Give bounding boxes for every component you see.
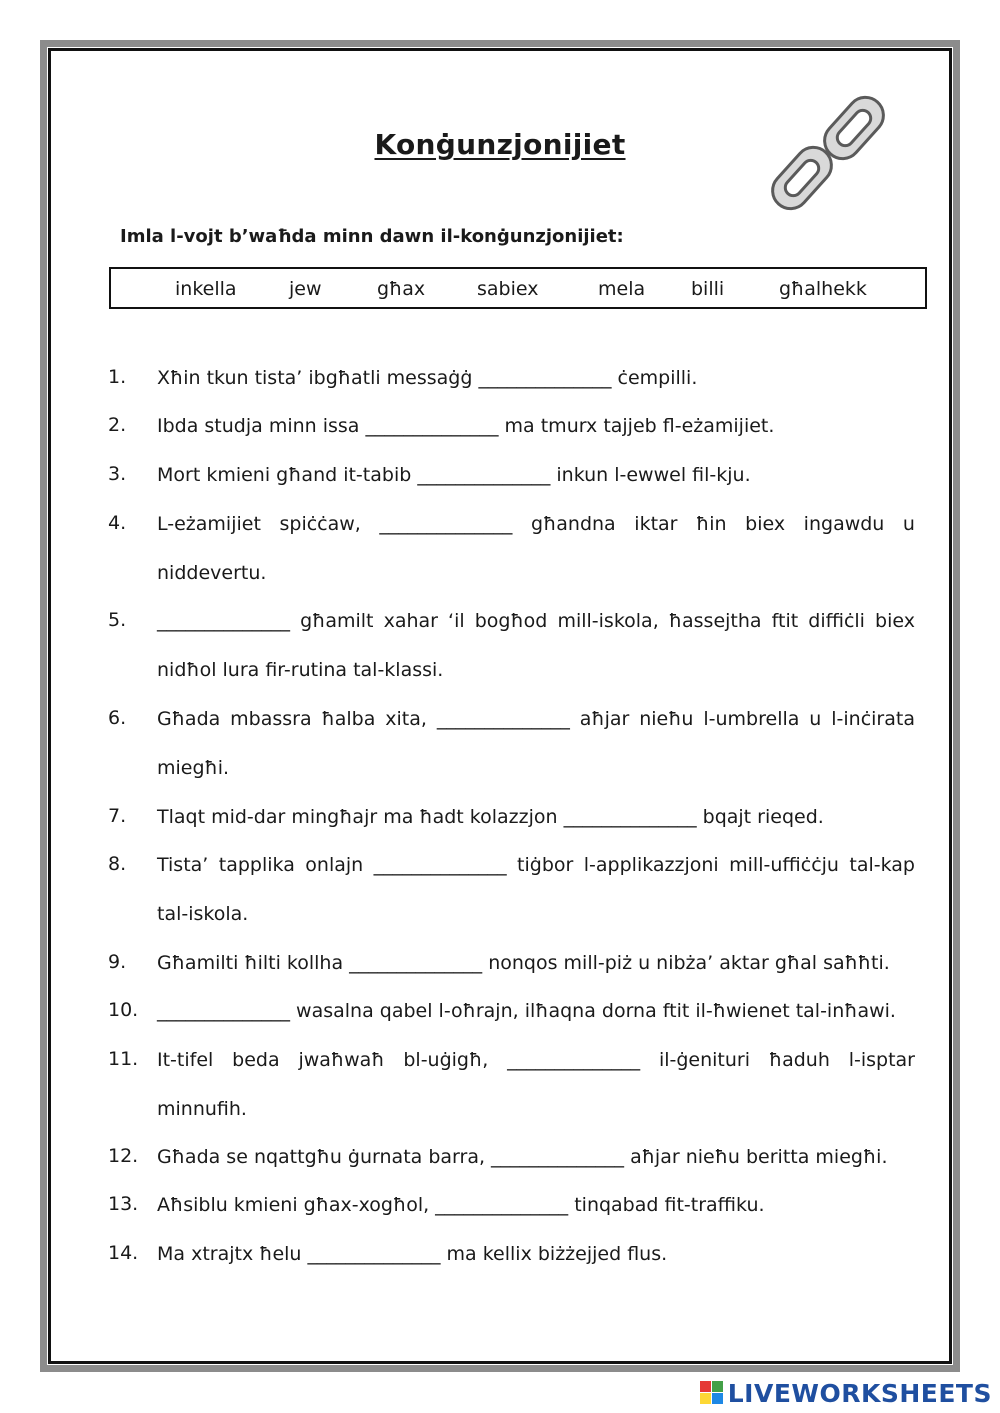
question-number: 12. [108, 1145, 139, 1167]
answer-blank[interactable]: ______________ [563, 806, 697, 828]
answer-blank[interactable]: ______________ [349, 952, 483, 974]
worksheet-title: Konġunzjonijiet [374, 128, 626, 161]
question-text: Ma xtrajtx ħelu ______________ ma kellix biżżejjed flus. [157, 1230, 915, 1279]
answer-blank[interactable]: ______________ [157, 1000, 290, 1022]
instruction-text: Imla l-vojt b’waħda minn dawn il-konġunzjonijiet: [120, 226, 624, 247]
answer-blank[interactable]: ______________ [436, 708, 570, 730]
chain-link-icon [762, 88, 894, 218]
question-text: Ibda studja minn issa ______________ ma tmurx tajjeb fl-eżamijiet. [157, 402, 915, 451]
answer-blank[interactable]: ______________ [491, 1146, 625, 1168]
answer-blank[interactable]: ______________ [379, 513, 513, 535]
question-text: Għada se nqattgħu ġurnata barra, ______________ aħjar nieħu beritta miegħi. [157, 1133, 915, 1182]
question-text: Għamilti ħilti kollha ______________ nonqos mill-piż u nibża’ aktar għal saħħti. [157, 939, 915, 988]
question-number: 13. [108, 1193, 139, 1215]
question-number: 8. [108, 853, 127, 875]
question-text: Tista’ tapplika onlajn ______________ tiġbor l-applikazzjoni mill-uffiċċju tal-kap tal-iskola. [157, 841, 915, 939]
question-text: Xħin tkun tista’ ibgħatli messaġġ ______________ ċempilli. [157, 354, 915, 403]
question-text: It-tifel beda jwaħwaħ bl-uġigħ, ______________ il-ġenituri ħaduh l-isptar minnufih. [157, 1036, 915, 1134]
question-number: 2. [108, 414, 127, 436]
answer-blank[interactable]: ______________ [373, 854, 507, 876]
answer-blank[interactable]: ______________ [417, 464, 551, 486]
question-text: Aħsiblu kmieni għax-xogħol, ______________ tinqabad fit-traffiku. [157, 1181, 915, 1230]
answer-blank[interactable]: ______________ [365, 415, 499, 437]
word-bank-item: jew [289, 278, 322, 300]
question-number: 9. [108, 951, 127, 973]
question-number: 6. [108, 707, 127, 729]
question-text: Għada mbassra ħalba xita, ______________ aħjar nieħu l-umbrella u l-inċirata miegħi. [157, 695, 915, 793]
question-number: 7. [108, 805, 127, 827]
question-text: Tlaqt mid-dar mingħajr ma ħadt kolazzjon ______________ bqajt rieqed. [157, 793, 915, 842]
word-bank-item: inkella [175, 278, 237, 300]
word-bank-item: għalhekk [779, 278, 867, 300]
word-bank-item: għax [377, 278, 426, 300]
question-number: 4. [108, 512, 127, 534]
question-text: Mort kmieni għand it-tabib ______________ inkun l-ewwel fil-kju. [157, 451, 915, 500]
answer-blank[interactable]: ______________ [157, 610, 290, 632]
word-bank-item: mela [598, 278, 646, 300]
question-number: 1. [108, 366, 127, 388]
brand-name: LIVEWORKSHEETS [727, 1378, 992, 1408]
question-text: ______________ wasalna qabel l-oħrajn, ilħaqna dorna ftit il-ħwienet tal-inħawi. [157, 987, 915, 1036]
question-number: 14. [108, 1242, 139, 1264]
answer-blank[interactable]: ______________ [478, 367, 612, 389]
question-number: 11. [108, 1048, 139, 1070]
answer-blank[interactable]: ______________ [435, 1194, 569, 1216]
question-text: ______________ għamilt xahar ‘il bogħod mill-iskola, ħassejtha ftit diffiċli biex nidħol lura fir-rutina tal-klassi. [157, 597, 915, 695]
question-number: 5. [108, 609, 127, 631]
answer-blank[interactable]: ______________ [307, 1243, 441, 1265]
word-bank-item: sabiex [477, 278, 539, 300]
liveworksheets-logo-icon [700, 1381, 724, 1405]
liveworksheets-logo[interactable] [700, 1378, 992, 1408]
word-bank-box [109, 267, 927, 309]
question-text: L-eżamijiet spiċċaw, ______________ għandna iktar ħin biex ingawdu u niddevertu. [157, 500, 915, 598]
question-number: 3. [108, 463, 127, 485]
question-number: 10. [108, 999, 139, 1021]
word-bank-item: billi [691, 278, 725, 300]
answer-blank[interactable]: ______________ [507, 1049, 641, 1071]
